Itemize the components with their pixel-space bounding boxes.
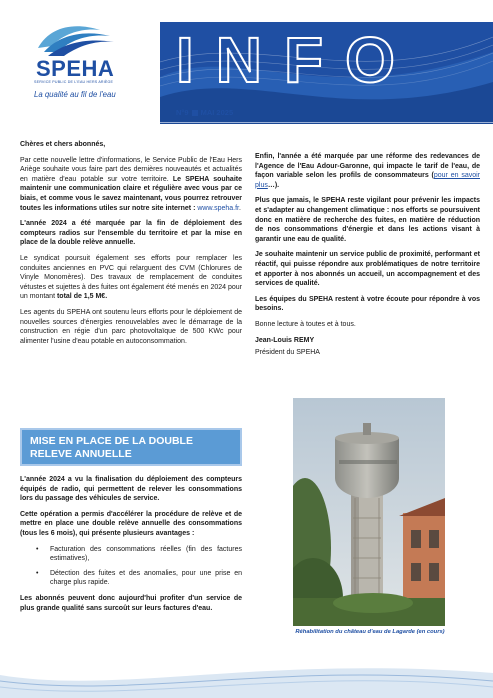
- header: [0, 0, 493, 130]
- logo-subtitle: SERVICE PUBLIC DE L'EAU HERS ARIÈGE: [34, 80, 114, 84]
- issue-number: N°9: [176, 108, 189, 117]
- intro-text: Par cette nouvelle lettre d'informations, le Service Public de l'Eau Hers Ariège souhaite vous faire part des dernières nouveautés et actualités en matière d'eau potable sur votre territoire.: [20, 156, 242, 183]
- section-paragraph-2: Cette opération a permis d'accélérer la procédure de relève et de mettre en place une double relève annuelle des consommations (tous les 6 mois), qui présente plusieurs avantages :: [20, 510, 242, 537]
- water-tower-photo: [293, 398, 445, 626]
- square-icon: [192, 110, 198, 116]
- list-item: • Facturation des consommations réelles (fin des factures estimatives),: [36, 545, 242, 564]
- logo-tagline: La qualité au fil de l'eau: [34, 90, 116, 99]
- teams-paragraph: Les équipes du SPEHA restent à votre écoute pour répondre à vos besoins.: [255, 295, 480, 313]
- greeting: Chères et chers abonnés,: [20, 141, 106, 148]
- speha-logo: [30, 20, 150, 110]
- closing-paragraph: Bonne lecture à toutes et à tous.: [255, 320, 356, 328]
- intro-end: .: [239, 204, 241, 212]
- reform-paragraph: [255, 152, 480, 190]
- pipes-paragraph: [20, 254, 242, 302]
- meters-paragraph: L'année 2024 a été marquée par la fin de déploiement des compteurs radios sur l'ensemble du territoire et par la mise en place de la double relève annuelle.: [20, 220, 242, 247]
- wave-footer-icon: [0, 655, 493, 698]
- wave-logo-icon: [30, 20, 150, 60]
- issue-date: MAI 2025: [200, 108, 234, 117]
- list-item: • Détection des fuites et des anomalies, pour une prise en charge plus rapide.: [36, 569, 242, 588]
- website-link[interactable]: www.speha.fr: [197, 204, 240, 212]
- reform-text: Enfin, l'année a été marquée par une réforme des redevances de l'Agence de l'Eau Adour-Garonne, qui impacte le tarif de l'eau, de façon variable selon les profils de consommateurs (: [255, 153, 480, 180]
- learn-more-link[interactable]: pour en savoir plus: [255, 172, 480, 189]
- energy-paragraph: Les agents du SPEHA ont soutenu leurs efforts pour le déploiement de nouvelles sources d'énergies renouvelables avec le démarrage de la construction en régie d'un parc photovoltaïque de 500 KWc pour alimenter l'usine d'eau potable en autoconsommation.: [20, 308, 242, 345]
- section-heading: [20, 428, 242, 466]
- footer-waves: [0, 655, 493, 698]
- pipes-text: Le syndicat poursuit également ses efforts pour remplacer les conduites anciennes en PVC qui relarguent des CVM (Chlorures de Vinyle Monomères). Des travaux de remplacement de conduites vétustes et sujettes à des fuites ont également été menés en 2024 pour un montant: [20, 254, 242, 301]
- section-paragraph-3: Les abonnés peuvent donc aujourd'hui profiter d'un service de plus grande qualité sans surcoût sur leurs factures d'eau.: [20, 594, 242, 612]
- reform-end: …).: [267, 181, 280, 189]
- service-paragraph: Je souhaite maintenir un service public de proximité, performant et réactif, qui puisse répondre aux problématiques de notre territoire et apporter à nos abonnés un accueil, un accompagnement et des services de qualité.: [255, 251, 480, 288]
- intro-paragraph: [20, 156, 242, 214]
- section-title: MISE EN PLACE DE LA DOUBLE RELEVE ANNUELLE: [30, 435, 193, 460]
- section-paragraph-1: L'année 2024 a vu la finalisation du déploiement des compteurs équipés de radio, qui permettent de relever les consommations lors du passage des véhicules de service.: [20, 476, 242, 503]
- section-body: [20, 475, 242, 619]
- issue-info: [176, 108, 233, 117]
- header-divider: [160, 122, 493, 123]
- advantages-list: [36, 545, 242, 588]
- climate-paragraph: Plus que jamais, le SPEHA reste vigilant pour prévenir les impacts et s'adapter au changement climatique : nos efforts se poursuivent donc en matière de recherche des fuites, en matière de réduction de nos consommations d'énergie et dans les actions visant à garantir une eau de qualité.: [255, 197, 480, 243]
- editorial-right: [255, 152, 480, 364]
- banner-title: INFO: [176, 24, 417, 96]
- signature-name: Jean-Louis REMY: [255, 336, 315, 344]
- signature-role: Président du SPEHA: [255, 349, 320, 357]
- logo-title: SPEHA: [36, 56, 115, 81]
- intro-text-bold: Le SPEHA souhaite maintenir une communication claire et régulière avec vous par ce biais, et comme vous le savez maintenant, vous pourrez retrouver toutes les informations utiles sur notre site internet :: [20, 175, 242, 212]
- editorial-left: [20, 140, 242, 352]
- pipes-amount: total de 1,5 M€.: [56, 293, 108, 301]
- photo-caption: Réhabilitation du château d'eau de Lagarde (en cours): [295, 629, 445, 635]
